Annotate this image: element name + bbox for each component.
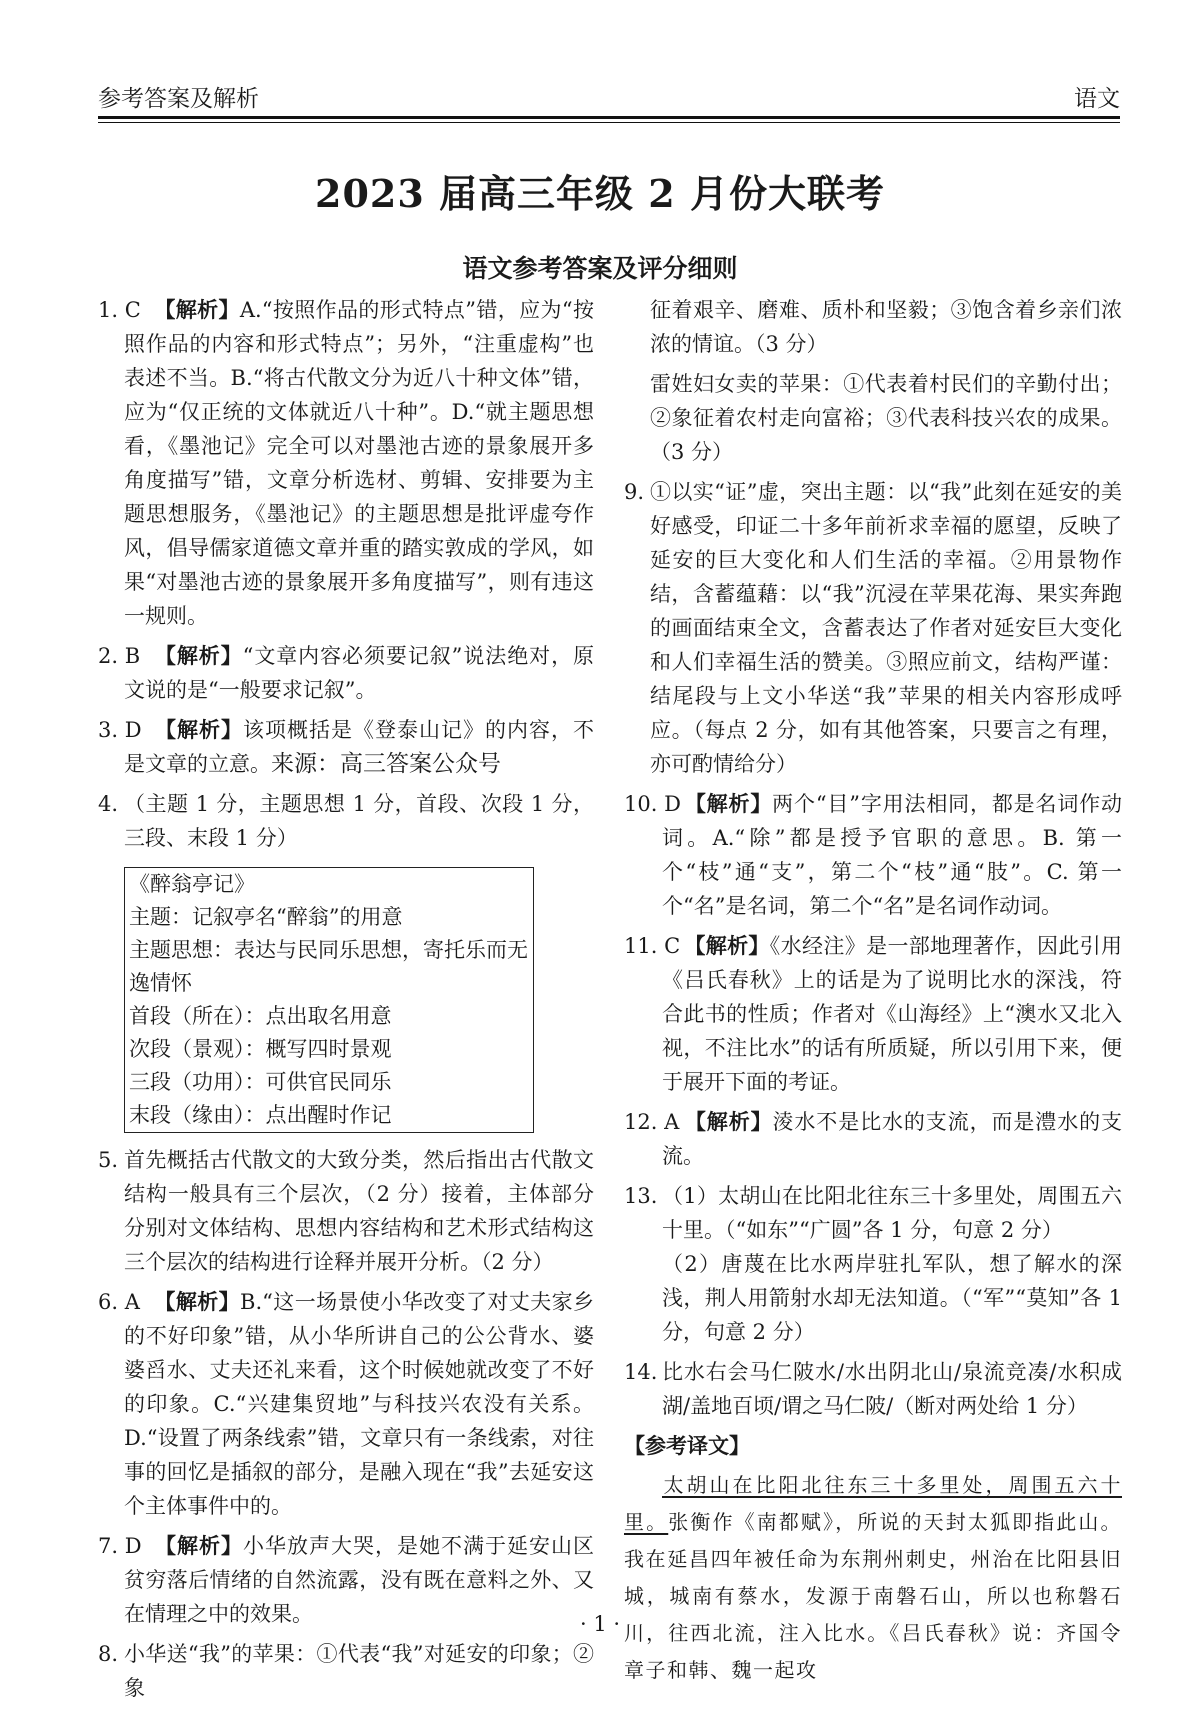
header-left-title: 参考答案及解析 xyxy=(98,86,259,112)
left-column xyxy=(98,293,594,1711)
answer-number: 8. xyxy=(98,1642,119,1666)
outline-line: 末段（缘由）：点出醒时作记 xyxy=(129,1103,392,1127)
reference-translation-text xyxy=(624,1467,1122,1689)
answer-number: 9. xyxy=(624,480,645,504)
answer-item-8-continued: 征着艰辛、磨难、质朴和坚毅；③饱含着乡亲们浓浓的情谊。（3 分） xyxy=(650,298,1122,356)
answer-number: 3. D xyxy=(98,718,142,742)
answer-number: 2. B xyxy=(98,644,141,668)
answer-text: 小华放声大哭，是她不满于延安山区贫穷落后情绪的自然流露，没有既在意料之外、又在情理之中的效果。 xyxy=(124,1534,594,1626)
answer-item-13 xyxy=(624,1179,1122,1349)
answer-item-4 xyxy=(98,787,594,855)
source-watermark-text: 来源：高三答案公众号 xyxy=(271,751,501,777)
analysis-tag: 【解析】 xyxy=(154,718,243,742)
outline-line: 三段（功用）：可供官民同乐 xyxy=(129,1070,392,1094)
answer-text: 两个“目”字用法相同，都是名词作动词。A.“除”都是授予官职的意思。B. 第一个“枝”通“支”，第二个“枝”通“肢”。C. 第一个“名”是名词，第二个“名”是名词作动词。 xyxy=(662,792,1122,918)
outline-line: 主题：记叙亭名“醉翁”的用意 xyxy=(129,905,403,929)
answer-number: 13. xyxy=(624,1184,658,1208)
analysis-tag: 【解析】 xyxy=(154,298,240,322)
answer-item-10 xyxy=(624,787,1122,923)
outline-line: 主题思想：表达与民同乐思想，寄托乐而无逸情怀 xyxy=(129,938,528,995)
analysis-tag: 【解析】 xyxy=(684,934,770,958)
analysis-tag: 【解析】 xyxy=(154,1534,243,1558)
answer-item-2 xyxy=(98,639,594,707)
answer-text: 首先概括古代散文的大致分类，然后指出古代散文结构一般具有三个层次，（2 分）接着，主体部分分别对文体结构、思想内容结构和艺术形式结构这三个层次的结构进行诠释并展开分析。（2 分） xyxy=(124,1148,594,1274)
answer-text: 《水经注》是一部地理著作，因此引用《吕氏春秋》上的话是为了说明比水的深浅，符合此书的性质；作者对《山海经》上“澳水又北入视，不注比水”的话有所质疑，所以引用下来，便于展开下面的考证。 xyxy=(662,934,1123,1094)
answer-item-8-part2: 雷姓妇女卖的苹果：①代表着村民们的辛勤付出；②象征着农村走向富裕；③代表科技兴农的成果。（3 分） xyxy=(650,372,1122,464)
answer-text: 小华送“我”的苹果：①代表“我”对延安的印象；②象 xyxy=(124,1642,594,1700)
answer-item-8 xyxy=(98,1637,594,1705)
answer-item-6 xyxy=(98,1285,594,1523)
answer-number: 12. A xyxy=(624,1110,680,1134)
answer-number: 10. D xyxy=(624,792,681,816)
exam-subtitle: 语文参考答案及评分细则 xyxy=(462,254,738,283)
analysis-tag: 【解析】 xyxy=(154,1290,241,1314)
answer-text: B.“这一场景使小华改变了对丈夫家乡的不好印象”错，从小华所讲自己的公公背水、婆婆舀水、丈夫还礼来看，这个时候她就改变了不好的印象。C.“兴建集贸地”与科技兴农没有关系。D.“设置了两条线索”错，文章只有一条线索，对往事的回忆是插叙的部分，是融入现在“我”去延安这个主体事件中的。 xyxy=(124,1290,595,1518)
answer-text: “文章内容必须要记叙”说法绝对，原文说的是“一般要求记叙”。 xyxy=(124,644,594,702)
answer-item-12 xyxy=(624,1105,1122,1173)
outline-box xyxy=(124,867,534,1133)
answer-number: 11. C xyxy=(624,934,681,958)
answer-number: 6. A xyxy=(98,1290,140,1314)
outline-line: 《醉翁亭记》 xyxy=(129,872,255,896)
analysis-tag: 【解析】 xyxy=(684,792,773,816)
header-subject: 语文 xyxy=(1074,86,1120,112)
answer-number: 7. D xyxy=(98,1534,142,1558)
exam-title: 2023 届高三年级 2 月份大联考 xyxy=(315,171,885,216)
answer-text-part2: （2）唐蔑在比水两岸驻扎军队，想了解水的深浅，荆人用箭射水却无法知道。（“军”“莫知”各 1 分，句意 2 分） xyxy=(662,1252,1122,1344)
answer-text: 淩水不是比水的支流，而是澧水的支流。 xyxy=(662,1110,1122,1168)
outline-line: 次段（景观）：概写四时景观 xyxy=(129,1037,392,1061)
answer-item-5 xyxy=(98,1143,594,1279)
answer-text: A.“按照作品的形式特点”错，应为“按照作品的内容和形式特点”；另外，“注重虚构”也表述不当。B.“将古代散文分为近八十种文体”错，应为“仅正统的文体就近八十种”。D.“就主题思想看，《墨池记》完全可以对墨池古迹的景象展开多角度描写”错，文章分析选材、剪辑、安排要为主题思想服务，《墨池记》的主题思想是批评虚夸作风，倡导儒家道德文章并重的踏实敦成的学风，如果“对墨池古迹的景象展开多角度描写”，则有违这一规则。 xyxy=(124,298,594,628)
answer-item-14 xyxy=(624,1355,1122,1423)
page-number: · 1 · xyxy=(579,1612,621,1636)
answer-number: 1. C xyxy=(98,298,141,322)
reference-translation-heading: 【参考译文】 xyxy=(624,1434,750,1458)
analysis-tag: 【解析】 xyxy=(684,1110,773,1134)
answer-item-9 xyxy=(624,475,1122,781)
header-rule-thick xyxy=(98,116,1120,119)
answer-item-3 xyxy=(98,713,594,781)
page-header xyxy=(98,74,1120,114)
answer-number: 14. xyxy=(624,1360,658,1384)
right-column xyxy=(624,293,1122,1689)
answer-number: 5. xyxy=(98,1148,119,1172)
answer-item-1 xyxy=(98,293,594,633)
answer-text: 该项概括是《登泰山记》的内容，不是文章的立意。 xyxy=(124,718,594,776)
header-rule-thin xyxy=(98,122,1120,123)
translation-body: 张衡作《南都赋》，所说的天封太狐即指此山。我在延昌四年被任命为东荆州刺史，州治在比阳县旧城，城南有蔡水，发源于南磐石山，所以也称磐石川，往西北流，注入比水。《吕氏春秋》说：齐国令章子和韩、魏一起攻 xyxy=(624,1510,1123,1682)
answer-text: （主题 1 分，主题思想 1 分，首段、次段 1 分，三段、末段 1 分） xyxy=(124,792,594,850)
answer-text: ①以实“证”虚，突出主题：以“我”此刻在延安的美好感受，印证二十多年前祈求幸福的愿望，反映了延安的巨大变化和人们生活的幸福。②用景物作结，含蓄蕴藉：以“我”沉浸在苹果花海、果实奔跑的画面结束全文，含蓄表达了作者对延安巨大变化和人们幸福生活的赞美。③照应前文，结构严谨：结尾段与上文小华送“我”苹果的相关内容形成呼应。（每点 2 分，如有其他答案，只要言之有理，亦可酌情给分） xyxy=(650,480,1122,776)
analysis-tag: 【解析】 xyxy=(154,644,243,668)
translation-underlined: 太胡山在比阳北往东三十多里处，周围五六十里。 xyxy=(624,1473,1122,1534)
answer-text: （1）太胡山在比阳北往东三十多里处，周围五六十里。（“如东”“广圆”各 1 分，句意 2 分） xyxy=(662,1184,1122,1242)
outline-line: 首段（所在）：点出取名用意 xyxy=(129,1004,392,1028)
answer-text: 比水右会马仁陂水/水出阴北山/泉流竞凑/水积成湖/盖地百顷/谓之马仁陂/（断对两处给 1 分） xyxy=(662,1360,1122,1418)
answer-item-11 xyxy=(624,929,1122,1099)
answer-number: 4. xyxy=(98,792,119,816)
